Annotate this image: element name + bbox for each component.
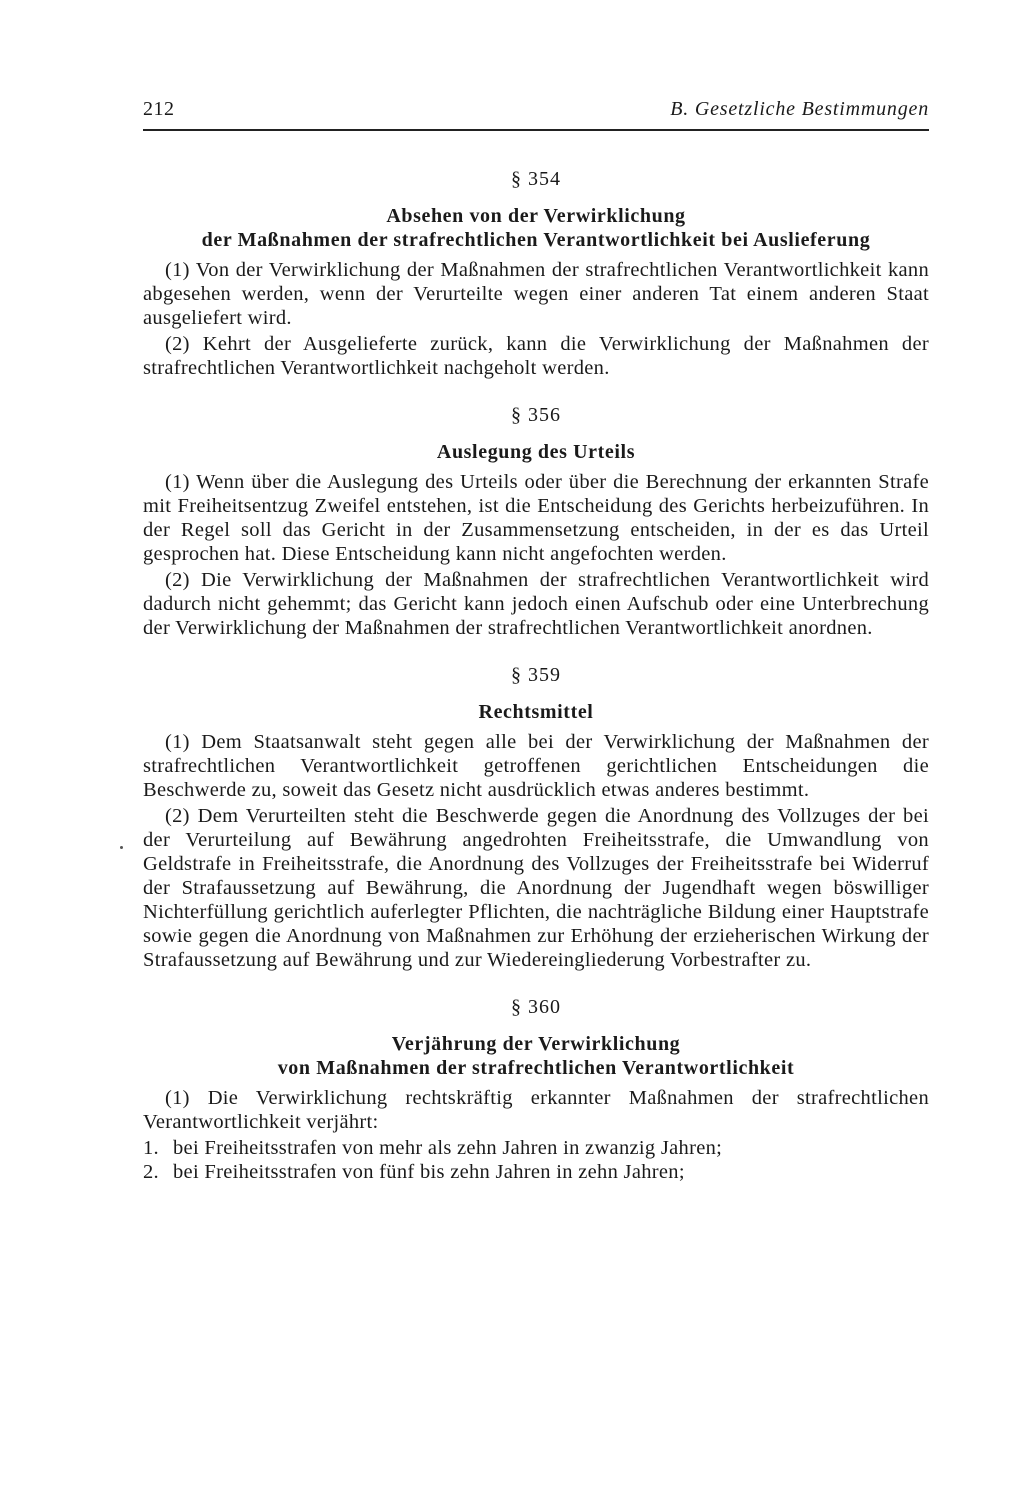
list-item-number: 1.: [143, 1137, 159, 1159]
paragraph: (1) Die Verwirklichung rechtskräftig erkannter Maßnahmen der strafrechtlichen Verantwortlichkeit verjährt:: [143, 1087, 929, 1133]
section-354: [143, 166, 929, 380]
paragraph: (2) Kehrt der Ausgelieferte zurück, kann die Verwirklichung der Maßnahmen der strafrechtlichen Verantwortlichkeit nachgeholt werden.: [143, 333, 929, 379]
section-title-line: der Maßnahmen der strafrechtlichen Verantwortlichkeit bei Auslieferung: [201, 229, 871, 251]
header-rule: [143, 129, 929, 131]
section-356: [143, 402, 929, 640]
section-title: [143, 440, 929, 464]
page-body: [143, 166, 929, 1184]
list-item-text: bei Freiheitsstrafen von mehr als zehn Jahren in zwanzig Jahren;: [173, 1137, 723, 1159]
scan-speck: [120, 846, 123, 849]
paragraph: (1) Wenn über die Auslegung des Urteils oder über die Berechnung der erkannten Strafe mit Freiheitsentzug Zweifel entstehen, ist die Entscheidung des Gerichts herbeizuführen. In der Regel soll das Gericht in der Zusammensetzung entscheiden, in der es das Urteil gesprochen hat. Diese Entscheidung kann nicht angefochten werden.: [143, 471, 929, 565]
section-title: [143, 700, 929, 724]
list-item: [143, 1160, 929, 1184]
list-item-number: 2.: [143, 1161, 159, 1183]
section-title: [143, 204, 929, 252]
paragraph: (1) Dem Staatsanwalt steht gegen alle bei der Verwirklichung der Maßnahmen der strafrechtlichen Verantwortlichkeit getroffenen gerichtlichen Entscheidungen die Beschwerde zu, soweit das Gesetz nicht ausdrücklich etwas anderes bestimmt.: [143, 731, 929, 801]
section-number: § 360: [511, 996, 561, 1018]
list-item: [143, 1136, 929, 1160]
section-number: § 354: [511, 168, 561, 190]
section-title: [143, 1032, 929, 1080]
running-head: B. Gesetzliche Bestimmungen: [670, 98, 929, 120]
paragraph: (2) Dem Verurteilten steht die Beschwerde gegen die Anordnung des Vollzuges der bei der Verurteilung auf Bewährung angedrohten Freiheitsstrafe, die Umwandlung von Geldstrafe in Freiheitsstrafe, die Anordnung des Vollzuges der Freiheitsstrafe bei Widerruf der Strafaussetzung auf Bewährung, die Anordnung der Jugendhaft wegen böswilliger Nichterfüllung gerichtlich auferlegter Pflichten, die nachträgliche Bildung einer Hauptstrafe sowie gegen die Anordnung von Maßnahmen zur Erhöhung der erzieherischen Wirkung der Strafaussetzung auf Bewährung und zur Wiedereingliederung Vorbestrafter zu.: [143, 805, 929, 971]
section-number: § 359: [511, 664, 561, 686]
section-title-line: von Maßnahmen der strafrechtlichen Verantwortlichkeit: [277, 1057, 795, 1079]
section-number: § 356: [511, 404, 561, 426]
section-title-line: Rechtsmittel: [478, 701, 594, 723]
paragraph: (1) Von der Verwirklichung der Maßnahmen der strafrechtlichen Verantwortlichkeit kann abgesehen werden, wenn der Verurteilte wegen einer anderen Tat einem anderen Staat ausgeliefert wird.: [143, 259, 929, 329]
section-359: [143, 662, 929, 972]
section-title-line: Auslegung des Urteils: [436, 441, 636, 463]
page-header: [143, 98, 929, 128]
section-360: [143, 994, 929, 1184]
section-title-line: Verjährung der Verwirklichung: [391, 1033, 681, 1055]
page-number: 212: [143, 98, 175, 120]
list-item-text: bei Freiheitsstrafen von fünf bis zehn Jahren in zehn Jahren;: [173, 1161, 685, 1183]
paragraph: (2) Die Verwirklichung der Maßnahmen der strafrechtlichen Verantwortlichkeit wird dadurch nicht gehemmt; das Gericht kann jedoch einen Aufschub oder eine Unterbrechung der Verwirklichung der Maßnahmen der strafrechtlichen Verantwortlichkeit anordnen.: [143, 569, 929, 639]
section-title-line: Absehen von der Verwirklichung: [386, 205, 686, 227]
